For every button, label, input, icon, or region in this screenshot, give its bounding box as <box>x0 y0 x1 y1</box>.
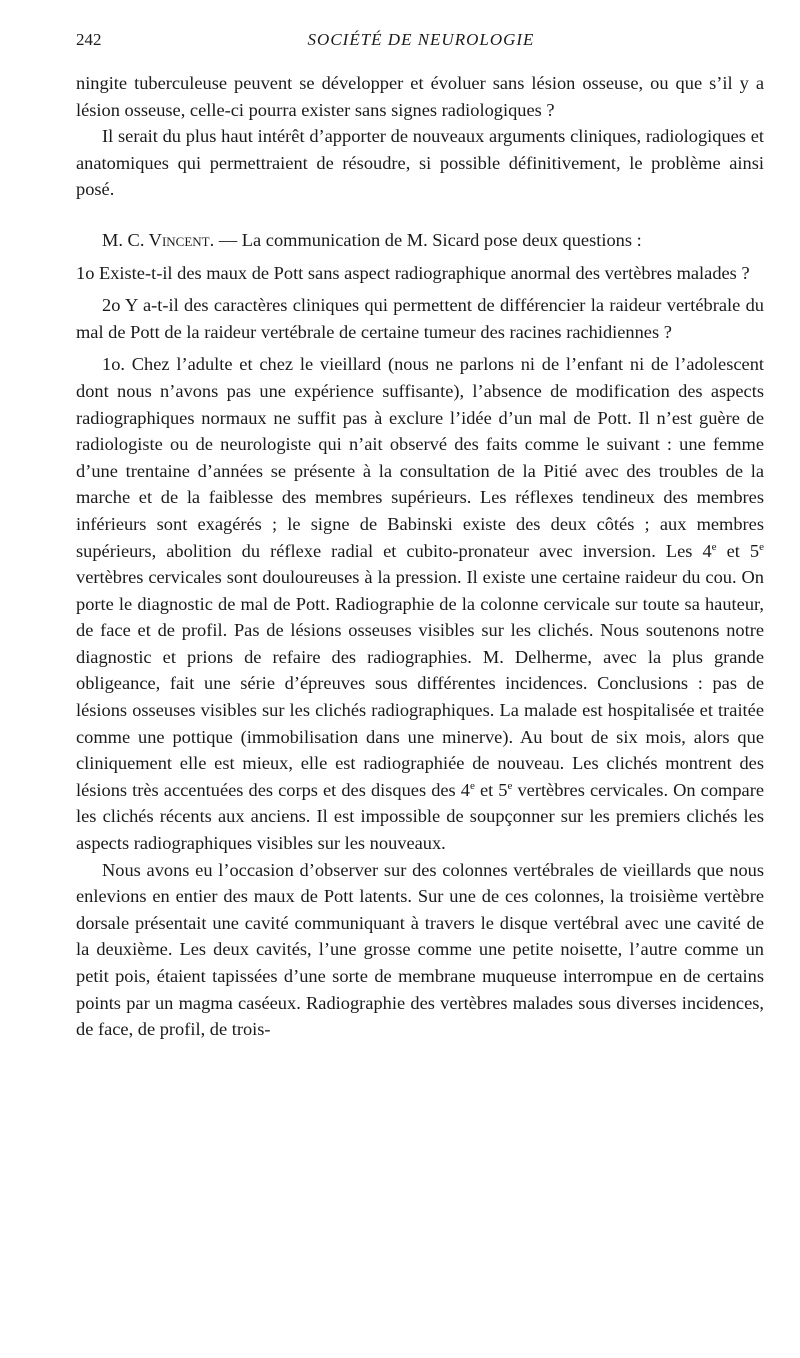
speaker-name: M. C. Vincent. <box>102 229 215 250</box>
paragraph: Il serait du plus haut intérêt d’apporter de nouveaux arguments cliniques, radiologiques et anatomiques qui permettraient de résoudre, si possible définitivement, le problème ainsi posé. <box>76 126 764 200</box>
question-1: 1o Existe-t-il des maux de Pott sans aspect radiographique anormal des vertèbres malades ? <box>76 262 750 283</box>
running-title: SOCIÉTÉ DE NEUROLOGIE <box>307 30 535 49</box>
page-number: 242 <box>76 30 102 49</box>
answer-paragraph: 1o. Chez l’adulte et chez le vieillard (nous ne parlons ni de l’enfant ni de l’adolescent dont nous n’avons pas une expérience suffisante), l’absence de modification des aspects radiographiques normaux ne suffit pas à exclure l’idée d’un mal de Pott. Il n’est guère de radiologiste ou de neurologiste qui n’ait observé des faits comme le suivant : une femme d’une trentaine d’années se présente à la consultation de la Pitié avec des troubles de la marche et de la faiblesse des membres supérieurs. Les réflexes tendineux des membres inférieurs sont exagérés ; le signe de Babinski existe des deux côtés ; aux membres supérieurs, abolition du réflexe radial et cubito-pronateur avec inversion. Les 4e et 5e vertèbres cervicales sont douloureuses à la pression. Il existe une certaine raideur du cou. On porte le diagnostic de mal de Pott. Radiographie de la colonne cervicale sur toute sa hauteur, de face et de profil. Pas de lésions osseuses visibles sur les clichés. Nous soutenons notre diagnostic et prions de refaire des radiographies. M. Delherme, avec la plus grande obligeance, fait une série d’épreuves sous différentes incidences. Conclusions : pas de lésions osseuses visibles sur les clichés radiographiques. La malade est hospitalisée et traitée comme une pottique (immobilisation dans une minerve). Au bout de six mois, alors que cliniquement elle est mieux, elle est radiographiée de nouveau. Les clichés montrent des lésions très accentuées des corps et des disques des 4e et 5e vertèbres cervicales. On compare les clichés récents aux anciens. Il est impossible de soupçonner sur les premiers clichés les aspects radiographiques visibles sur les nouveaux. <box>76 354 765 854</box>
paragraph: Nous avons eu l’occasion d’observer sur des colonnes vertébrales de vieillards que nous enlevions en entier des maux de Pott latents. Sur une de ces colonnes, la troisième vertèbre dorsale présentait une cavité communiquant à travers le disque vertébral avec une cavité de la deuxième. Les deux cavités, l’une grosse comme une petite noisette, l’autre comme un petit pois, étaient tapissées d’une sorte de membrane muqueuse interrompue en de certains points par un magma caséeux. Radiographie des vertèbres malades sous diverses incidences, de face, de profil, de trois- <box>76 859 764 1040</box>
page-header <box>76 30 766 54</box>
body-text <box>76 70 764 1043</box>
paragraph: ningite tuberculeuse peuvent se développer et évoluer sans lésion osseuse, ou que s’il y a lésion osseuse, celle-ci pourra exister sans signes radiologiques ? <box>76 73 764 120</box>
question-2: 2o Y a-t-il des caractères cliniques qui permettent de différencier la raideur vertébrale du mal de Pott de la raideur vertébrale de certaine tumeur des racines rachidiennes ? <box>76 295 764 342</box>
vincent-intro-paragraph <box>76 227 764 254</box>
vincent-intro-text: — La communication de M. Sicard pose deux questions : <box>214 229 642 250</box>
